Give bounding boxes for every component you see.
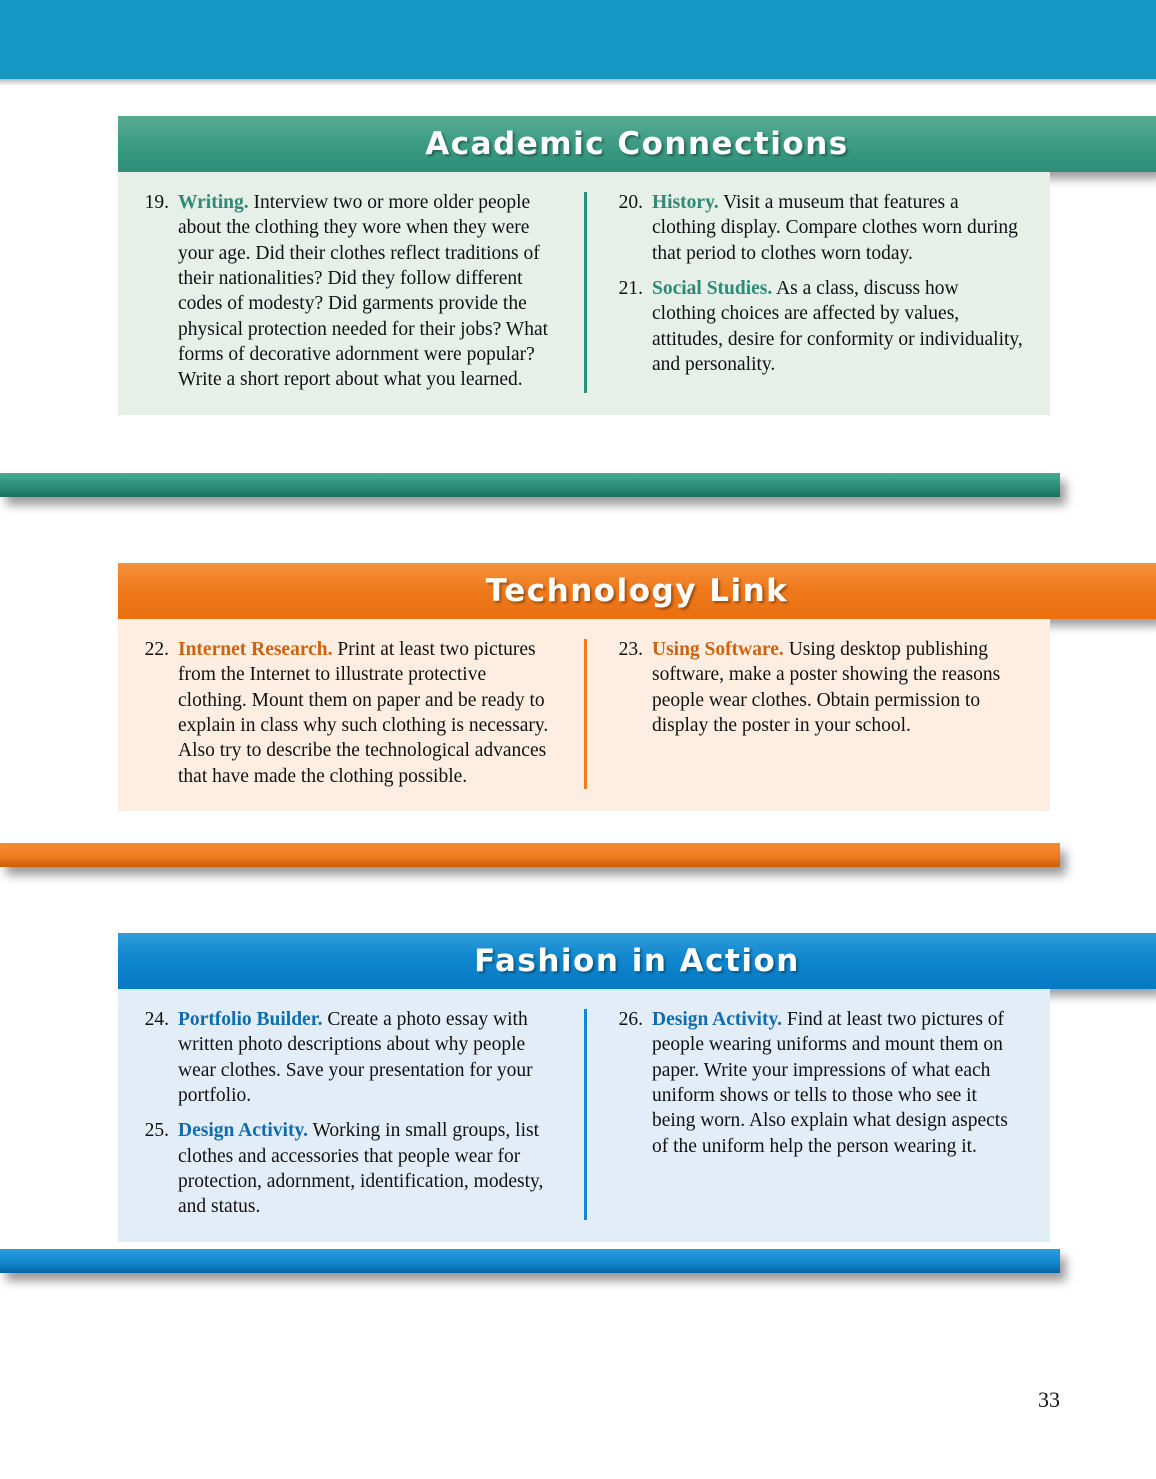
item-lead: Portfolio Builder. xyxy=(178,1009,323,1030)
section-base-bar-fashion xyxy=(0,1249,1060,1273)
page-header-band xyxy=(0,0,1156,79)
column-left-technology xyxy=(144,637,584,789)
column-divider xyxy=(584,639,587,789)
section-body-fashion-in-action xyxy=(118,989,1050,1242)
item-number: 26. xyxy=(618,1009,643,1030)
column-divider xyxy=(584,192,587,393)
item-body: Find at least two pictures of people wearing uniforms and mount them on paper. Write your impressions of what each uniform shows or tells to those who see it being worn. Also explain what design aspects of the uniform help the person wearing it. xyxy=(652,1009,1008,1157)
item-text xyxy=(652,637,1024,738)
item-body: As a class, discuss how clothing choices are affected by values, attitudes, desire for conformity or individuality, and personality. xyxy=(652,278,1023,376)
column-divider xyxy=(584,1009,587,1220)
section-fashion-in-action xyxy=(118,933,1156,1242)
list-item xyxy=(144,190,558,393)
list-item xyxy=(618,1007,1024,1159)
item-number: 21. xyxy=(618,278,643,300)
section-body-technology-link xyxy=(118,619,1050,811)
section-banner-academic-connections xyxy=(118,116,1156,172)
item-number: 19. xyxy=(144,192,169,213)
item-text xyxy=(178,190,558,393)
section-banner-technology-link xyxy=(118,563,1156,619)
page-header-band-shadow xyxy=(0,79,1156,86)
column-right-academic xyxy=(584,190,1024,393)
item-number: 23. xyxy=(618,639,643,660)
page-number: 33 xyxy=(1038,1387,1060,1412)
column-right-fashion xyxy=(584,1007,1024,1220)
section-base-bar-academic xyxy=(0,473,1060,497)
section-body-academic-connections xyxy=(118,172,1050,415)
list-item xyxy=(144,1007,558,1108)
item-lead: Design Activity. xyxy=(652,1009,782,1030)
item-body: Create a photo essay with written photo descriptions about why people wear clothes. Save your presentation for your portfolio. xyxy=(178,1009,533,1107)
item-number: 20. xyxy=(618,192,643,213)
item-body: Interview two or more older people about the clothing they wore when they were your age. Did their clothes reflect traditions of their nationalities? Did they follow different codes of modesty? Did garments provide the physical protection needed for their jobs? What forms of decorative adornment were popular? Write a short report about what you learned. xyxy=(178,192,549,391)
item-lead: Using Software. xyxy=(652,639,784,660)
section-title-academic-connections: Academic Connections xyxy=(425,126,849,162)
item-text xyxy=(178,637,558,789)
item-body: Working in small groups, list clothes and accessories that people wear for protection, adornment, identification, modesty, and status. xyxy=(178,1120,544,1218)
item-text xyxy=(652,190,1024,266)
section-technology-link xyxy=(118,563,1156,811)
list-item xyxy=(618,637,1024,738)
item-body: Visit a museum that features a clothing display. Compare clothes worn during that period to clothes worn today. xyxy=(652,192,1018,264)
item-body: Print at least two pictures from the Internet to illustrate protective clothing. Mount them on paper and be ready to explain in class why such clothing is necessary. Also try to describe the technological advances that have made the clothing possible. xyxy=(178,639,549,787)
item-text xyxy=(652,276,1024,377)
column-right-technology xyxy=(584,637,1024,789)
item-lead: History. xyxy=(652,192,719,213)
list-item xyxy=(144,1118,558,1219)
list-item xyxy=(618,190,1024,266)
item-text xyxy=(178,1118,558,1219)
item-lead: Social Studies. xyxy=(652,278,773,300)
section-title-fashion-in-action: Fashion in Action xyxy=(474,943,800,979)
item-number: 22. xyxy=(144,639,169,660)
section-title-technology-link: Technology Link xyxy=(485,573,789,609)
list-item xyxy=(144,637,558,789)
item-number: 25. xyxy=(144,1120,169,1142)
item-text xyxy=(178,1007,558,1108)
item-number: 24. xyxy=(144,1009,169,1030)
item-body: Using desktop publishing software, make a poster showing the reasons people wear clothes. Obtain permission to display the poster in your school. xyxy=(652,639,1001,737)
item-lead: Writing. xyxy=(178,192,249,213)
section-base-bar-technology xyxy=(0,843,1060,867)
item-lead: Internet Research. xyxy=(178,639,333,660)
section-banner-fashion-in-action xyxy=(118,933,1156,989)
section-academic-connections xyxy=(118,116,1156,415)
item-text xyxy=(652,1007,1024,1159)
column-left-academic xyxy=(144,190,584,393)
list-item xyxy=(618,276,1024,377)
column-left-fashion xyxy=(144,1007,584,1220)
item-lead: Design Activity. xyxy=(178,1120,308,1142)
